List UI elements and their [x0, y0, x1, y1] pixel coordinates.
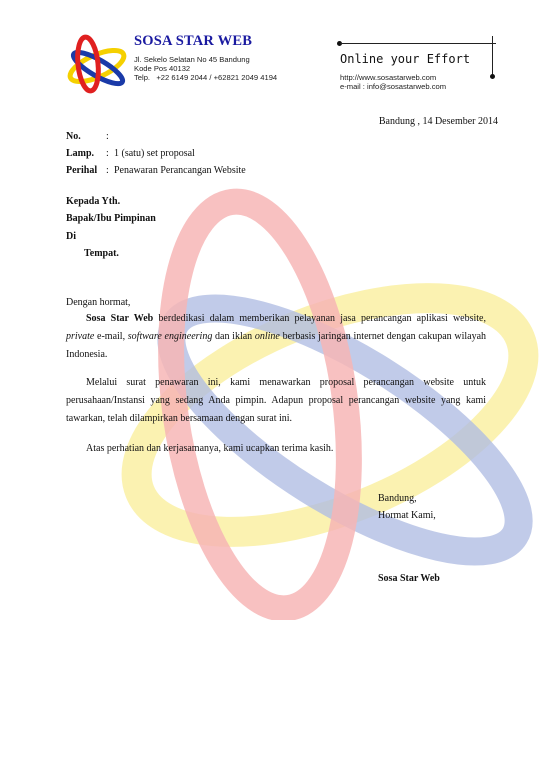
recipient-line-2: Bapak/Ibu Pimpinan [66, 213, 156, 224]
signatory: Sosa Star Web [378, 573, 440, 584]
p1-text-1: berdedikasi dalam memberikan pelayanan jasa perancangan aplikasi website, [153, 313, 486, 324]
letterhead [0, 0, 550, 110]
divider-dot-bottom [490, 74, 495, 79]
greeting: Dengan hormat, [66, 297, 131, 308]
tagline: Online your Effort [340, 52, 471, 66]
meta-colon: : [106, 165, 109, 176]
paragraph-2: Melalui surat penawaran ini, kami menawarkan proposal perancangan website untuk perusahaan/Instansi yang sedang Anda pimpin. Adapun proposal perancangan website yang kami tawarkan, telah dilampirkan bersamaan dengan surat ini. [66, 377, 486, 424]
paragraph-1 [66, 310, 486, 364]
address-line-2: Kode Pos 40132 [134, 64, 191, 73]
meta-value-lamp: 1 (satu) set proposal [114, 148, 195, 159]
meta-label-perihal: Perihal [66, 165, 98, 176]
closing-place: Bandung, [378, 493, 417, 504]
p1-italic-1: private [66, 331, 95, 342]
meta-label-no: No. [66, 131, 81, 142]
p1-italic-2: software engineering [127, 331, 213, 342]
meta-colon: : [106, 148, 109, 159]
email-link[interactable]: e-mail : info@sosastarweb.com [340, 82, 447, 91]
paragraph-3: Atas perhatian dan kerjasamanya, kami ucapkan terima kasih. [86, 443, 334, 454]
meta-label-lamp: Lamp. [66, 148, 95, 159]
recipient-line-1: Kepada Yth. [66, 196, 121, 207]
website-link[interactable]: http://www.sosastarweb.com [340, 73, 437, 82]
logo-orbit-icon [64, 34, 128, 94]
recipient-line-3: Di [66, 231, 76, 242]
p1-text-3: dan iklan [212, 331, 255, 342]
address-line-1: Jl. Sekelo Selatan No 45 Bandung [134, 55, 250, 64]
recipient-line-4: Tempat. [84, 248, 119, 259]
meta-value-perihal: Penawaran Perancangan Website [114, 165, 246, 176]
company-name: SOSA STAR WEB [134, 33, 253, 49]
header-divider-vertical [492, 36, 493, 76]
p1-text-2: e-mail, [94, 331, 128, 342]
p1-italic-3: online [254, 331, 280, 342]
meta-colon: : [106, 131, 109, 142]
p1-text-4: berbasis jaringan internet dengan cakupan wilayah Indonesia. [66, 331, 487, 360]
closing-regards: Hormat Kami, [378, 510, 436, 521]
phone-line: Telp. +22 6149 2044 / +62821 2049 4194 [134, 73, 278, 82]
header-divider [340, 43, 496, 44]
company-mention: Sosa Star Web [86, 313, 154, 324]
place-date: Bandung , 14 Desember 2014 [378, 116, 498, 127]
